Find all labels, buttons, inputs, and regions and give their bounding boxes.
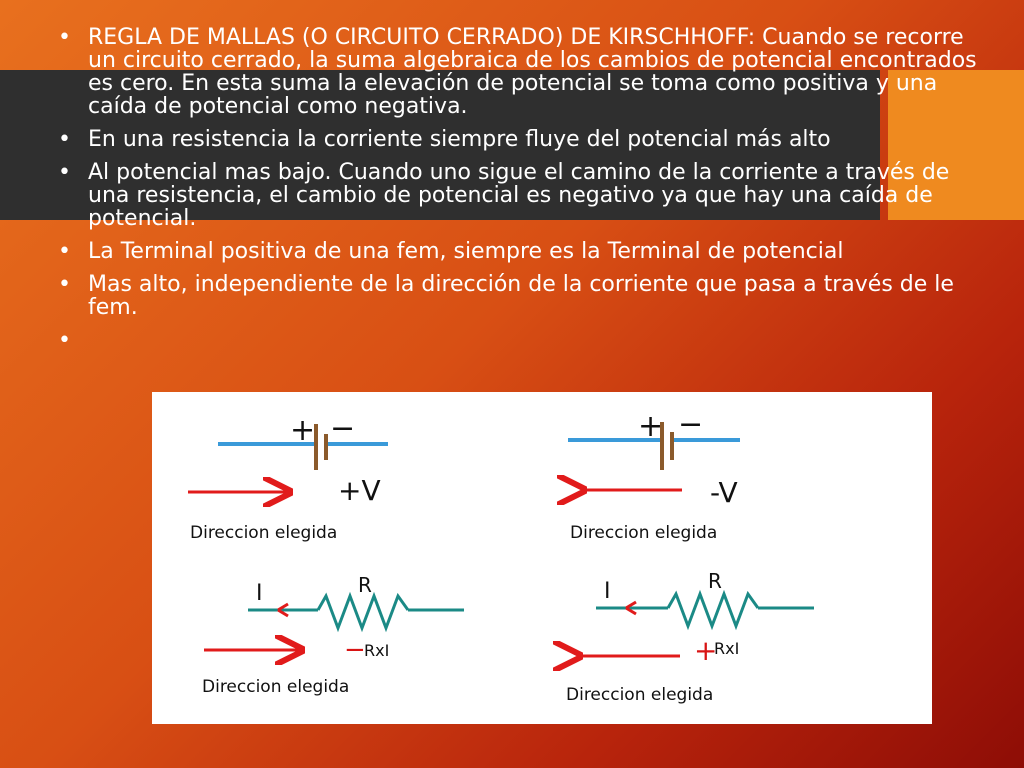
battery-left: [188, 411, 388, 543]
plus-sign: +: [638, 409, 664, 444]
minus-sign: −: [330, 411, 356, 446]
sign-label: +: [694, 634, 718, 667]
current-label: I: [256, 581, 263, 606]
drop-label: RxI: [364, 641, 390, 660]
bullet-item: • REGLA DE MALLAS (O CIRCUITO CERRADO) DE KIRSCHHOFF: Cuando se recorre un circuito cerrado, la suma algebraica de los cambios de potencial encontrados es cero. En esta suma la elevación de potencial se toma como positiva y una caída de potencial como negativa.: [58, 26, 988, 118]
sign-label: −: [344, 635, 366, 665]
direction-label: Direccion elegida: [566, 685, 714, 705]
circuit-figure: [152, 392, 932, 724]
direction-label: Direccion elegida: [190, 523, 338, 543]
circuit-diagram: [152, 392, 932, 724]
resistor-left: [202, 573, 464, 697]
voltage-label: +V: [338, 474, 381, 507]
plus-sign: +: [290, 413, 316, 448]
voltage-label: -V: [710, 476, 738, 509]
bullet-item: • Mas alto, independiente de la dirección de la corriente que pasa a través de le fem.: [58, 273, 988, 319]
bullet-item: • Al potencial mas bajo. Cuando uno sigue el camino de la corriente a través de una resistencia, el cambio de potencial es negativo ya que hay una caída de potencial.: [58, 161, 988, 230]
minus-sign: −: [678, 407, 704, 442]
battery-right: [568, 407, 740, 543]
direction-label: Direccion elegida: [202, 677, 350, 697]
resistor-zigzag: [668, 594, 758, 626]
direction-label: Direccion elegida: [570, 523, 718, 543]
current-label: I: [604, 579, 611, 604]
bullet-item: • La Terminal positiva de una fem, siempre es la Terminal de potencial: [58, 240, 988, 263]
resistor-label: R: [708, 569, 722, 593]
resistor-label: R: [358, 573, 372, 597]
bullet-list: [58, 26, 988, 362]
resistor-zigzag: [318, 596, 408, 628]
bullet-item: [58, 329, 988, 352]
resistor-right: [566, 569, 814, 705]
drop-label: RxI: [714, 639, 740, 658]
bullet-item: • En una resistencia la corriente siempre fluye del potencial más alto: [58, 128, 988, 151]
